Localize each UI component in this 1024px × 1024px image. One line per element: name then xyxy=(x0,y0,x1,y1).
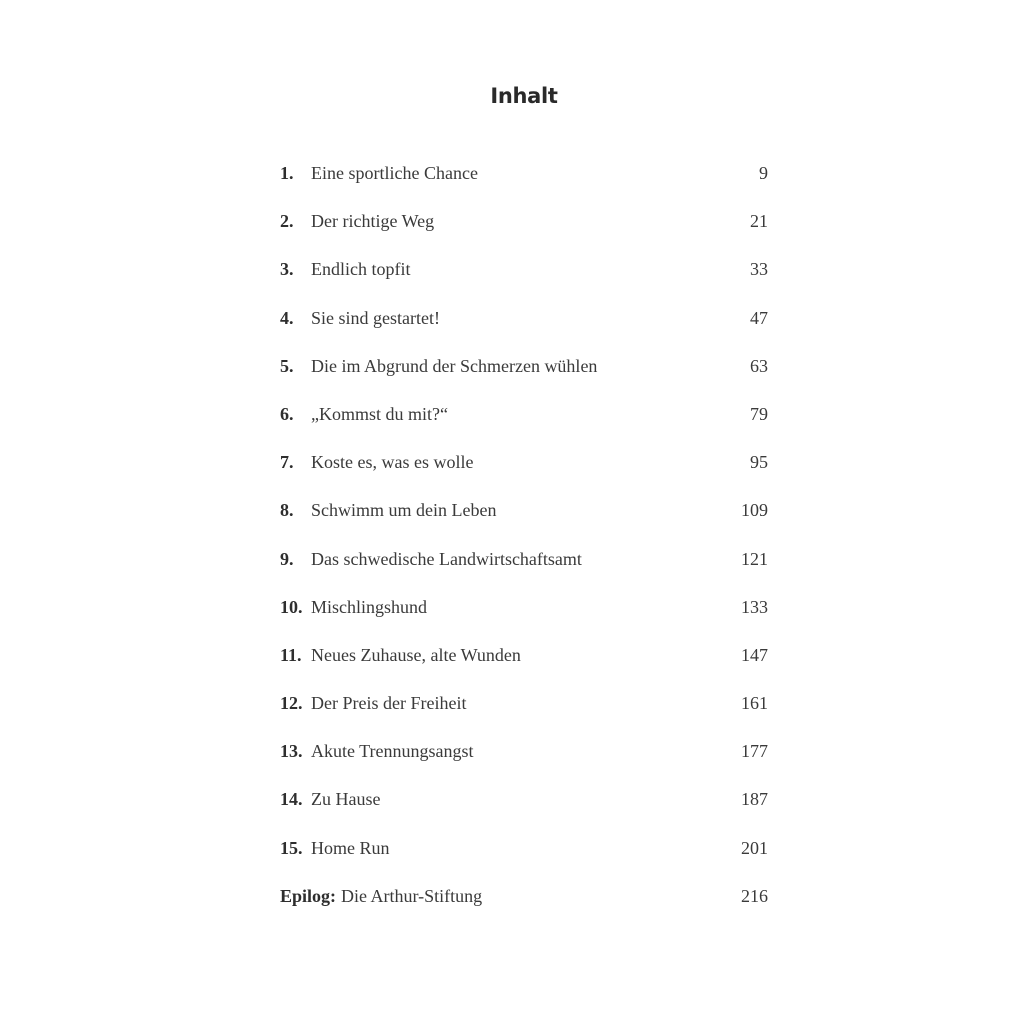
toc-entry-title: Neues Zuhause, alte Wunden xyxy=(311,644,521,665)
toc-entry-page: 21 xyxy=(750,211,768,232)
toc-entry-title: Koste es, was es wolle xyxy=(311,452,474,473)
toc-entry-page: 95 xyxy=(750,452,768,473)
toc-entry-page: 177 xyxy=(741,741,768,762)
toc-entry-number: 9. xyxy=(280,548,294,569)
toc-entry-number: 11. xyxy=(280,644,302,665)
toc-entry-page: 47 xyxy=(750,307,768,328)
toc-entry-epilog xyxy=(280,883,768,931)
toc-entry-page: 63 xyxy=(750,355,768,376)
toc-entry xyxy=(280,786,768,834)
toc-entry xyxy=(280,160,768,208)
toc-entry-page: 121 xyxy=(741,548,768,569)
toc-entry xyxy=(280,594,768,642)
toc-entry-number: 3. xyxy=(280,259,294,280)
toc-entry-title: „Kommst du mit?“ xyxy=(311,403,448,424)
toc-entry-title: Der Preis der Freiheit xyxy=(311,693,467,714)
toc-entry xyxy=(280,690,768,738)
toc-entry xyxy=(280,449,768,497)
toc-entry-title: Akute Trennungsangst xyxy=(311,741,474,762)
toc-entry-number: 8. xyxy=(280,500,294,521)
epilog-page: 216 xyxy=(741,885,768,906)
page-title: Inhalt xyxy=(490,84,558,108)
toc-entry-page: 133 xyxy=(741,596,768,617)
toc-entry-title: Eine sportliche Chance xyxy=(311,163,478,183)
toc-entry-page: 79 xyxy=(750,403,768,424)
toc-entry-number: 10. xyxy=(280,596,303,617)
epilog-title: Die Arthur-Stiftung xyxy=(341,885,483,906)
toc-entry-title: Sie sind gestartet! xyxy=(311,307,440,328)
toc-entry-number: 5. xyxy=(280,355,294,376)
toc-entry-page: 109 xyxy=(741,500,768,521)
toc-entry xyxy=(280,546,768,594)
toc-entry-number: 4. xyxy=(280,307,294,328)
toc-entry-number: 13. xyxy=(280,741,303,762)
toc-entry xyxy=(280,305,768,353)
toc-list xyxy=(280,160,768,931)
toc-entry xyxy=(280,835,768,883)
toc-entry-number: 14. xyxy=(280,789,303,810)
toc-entry-title: Die im Abgrund der Schmerzen wühlen xyxy=(311,355,598,376)
toc-entry xyxy=(280,401,768,449)
toc-entry-page: 161 xyxy=(741,693,768,714)
toc-entry xyxy=(280,353,768,401)
toc-entry-title: Das schwedische Landwirtschaftsamt xyxy=(311,548,582,569)
toc-entry-title: Zu Hause xyxy=(311,789,381,810)
toc-entry xyxy=(280,497,768,545)
toc-entry-number: 15. xyxy=(280,837,303,858)
epilog-label: Epilog: xyxy=(280,885,337,906)
toc-entry xyxy=(280,642,768,690)
toc-entry-page: 33 xyxy=(750,259,768,280)
toc-entry xyxy=(280,738,768,786)
toc-entry xyxy=(280,208,768,256)
toc-entry-number: 2. xyxy=(280,211,294,232)
toc-entry-title: Home Run xyxy=(311,837,390,858)
toc-entry xyxy=(280,256,768,304)
toc-entry-number: 6. xyxy=(280,403,294,424)
epilog-heading xyxy=(280,883,482,909)
toc-entry-title: Schwimm um dein Leben xyxy=(311,500,497,521)
toc-entry-title: Mischlingshund xyxy=(311,596,428,617)
toc-entry-number: 12. xyxy=(280,693,303,714)
toc-entry-title: Endlich topfit xyxy=(311,259,411,280)
toc-entry-page: 201 xyxy=(741,837,768,858)
toc-entry-page: 187 xyxy=(741,789,768,810)
toc-entry-number: 1. xyxy=(280,163,294,183)
toc-entry-page: 9 xyxy=(759,163,768,183)
toc-entry-page: 147 xyxy=(741,644,768,665)
toc-entry-number: 7. xyxy=(280,452,294,473)
toc-entry-title: Der richtige Weg xyxy=(311,211,435,232)
